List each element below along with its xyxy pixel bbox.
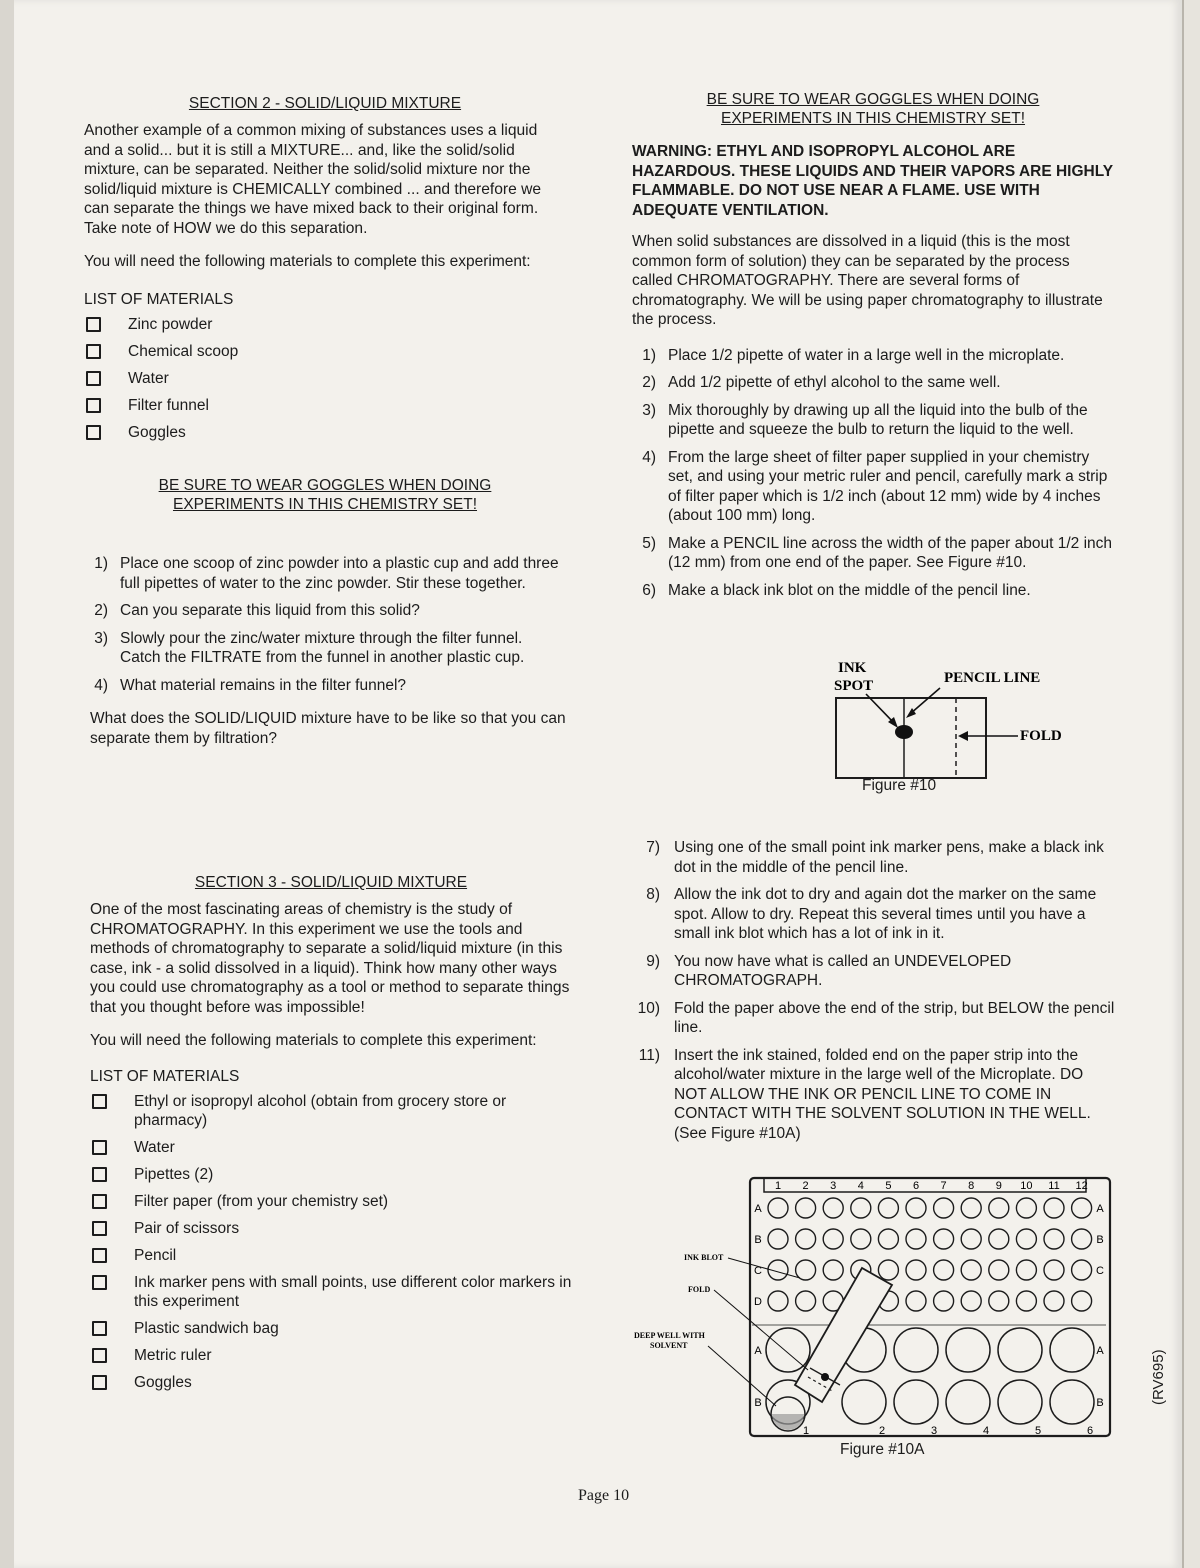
small-well bbox=[1044, 1229, 1064, 1249]
large-well bbox=[766, 1328, 810, 1372]
small-well bbox=[1016, 1198, 1036, 1218]
large-column-number: 4 bbox=[982, 1425, 990, 1437]
small-well bbox=[906, 1229, 926, 1249]
small-well bbox=[1072, 1291, 1092, 1311]
deep-well-label-2: SOLVENT bbox=[650, 1341, 688, 1350]
step-item: 1) Place 1/2 pipette of water in a large well in the microplate. bbox=[642, 346, 1065, 364]
small-well bbox=[796, 1291, 816, 1311]
small-well bbox=[961, 1229, 981, 1249]
checkbox[interactable] bbox=[92, 1140, 107, 1155]
section-2-steps bbox=[84, 554, 566, 695]
material-item[interactable]: Pipettes (2) bbox=[90, 1165, 572, 1184]
large-well bbox=[842, 1380, 886, 1424]
small-well bbox=[796, 1260, 816, 1280]
section-2-need: You will need the following materials to complete this experiment: bbox=[84, 253, 531, 270]
large-well bbox=[946, 1380, 990, 1424]
column-number: 10 bbox=[1020, 1180, 1033, 1192]
step-item: 2) Can you separate this liquid from this solid? bbox=[94, 602, 420, 619]
spot-label: SPOT bbox=[834, 678, 874, 694]
section-3-list-title: LIST OF MATERIALS bbox=[90, 1067, 240, 1085]
large-well bbox=[1050, 1328, 1094, 1372]
small-well bbox=[906, 1198, 926, 1218]
small-well bbox=[1016, 1260, 1036, 1280]
row-letter: A bbox=[754, 1203, 762, 1215]
checkbox[interactable] bbox=[86, 317, 101, 332]
column-label-strip bbox=[764, 1178, 1086, 1192]
checkbox[interactable] bbox=[92, 1248, 107, 1263]
step-item: 2) Add 1/2 pipette of ethyl alcohol to the same well. bbox=[642, 374, 1001, 391]
small-well bbox=[934, 1291, 954, 1311]
material-item[interactable]: Water bbox=[84, 369, 566, 388]
chromatography-intro: When solid substances are dissolved in a liquid (this is the most common form of solution) they can be separated by the process called CHROMATOGRAPHY. There are several forms of chromatography. We will be using paper chromatography to illustrate the process. bbox=[632, 233, 1103, 328]
page-number: Page 10 bbox=[578, 1487, 630, 1504]
chromatography-steps-7-11 bbox=[636, 838, 1116, 1151]
large-column-number: 6 bbox=[1086, 1425, 1094, 1437]
small-well bbox=[934, 1260, 954, 1280]
small-well bbox=[1044, 1198, 1064, 1218]
checkbox[interactable] bbox=[86, 398, 101, 413]
row-letter: C bbox=[754, 1265, 762, 1277]
step-item: 7) Using one of the small point ink marker pens, make a black ink dot in the middle of the pencil line. bbox=[646, 839, 1104, 876]
document-code: (RV695) bbox=[1150, 1349, 1167, 1405]
material-item[interactable]: Goggles bbox=[84, 423, 566, 442]
small-well bbox=[1072, 1260, 1092, 1280]
small-well bbox=[1044, 1291, 1064, 1311]
small-well bbox=[878, 1198, 898, 1218]
section-2-list-title: LIST OF MATERIALS bbox=[84, 290, 234, 308]
deep-well-label-1: DEEP WELL WITH bbox=[634, 1331, 705, 1340]
column-number: 5 bbox=[885, 1180, 892, 1192]
small-well bbox=[823, 1260, 843, 1280]
material-item[interactable]: Plastic sandwich bag bbox=[90, 1319, 572, 1338]
material-item[interactable]: Ink marker pens with small points, use different color markers in this experiment bbox=[90, 1273, 572, 1311]
column-number: 1 bbox=[774, 1180, 782, 1192]
step-item: 5) Make a PENCIL line across the width of the paper about 1/2 inch (12 mm) from one end of the paper. See Figure #10. bbox=[642, 534, 1113, 571]
small-well bbox=[961, 1291, 981, 1311]
row-letter: D bbox=[754, 1296, 762, 1308]
large-column-number: 5 bbox=[1034, 1425, 1042, 1437]
material-item[interactable]: Filter paper (from your chemistry set) bbox=[90, 1192, 572, 1211]
large-well bbox=[894, 1328, 938, 1372]
pencil-line-label: PENCIL LINE bbox=[944, 670, 1041, 686]
large-well bbox=[894, 1380, 938, 1424]
large-column-number: 3 bbox=[930, 1425, 938, 1437]
section-2-materials bbox=[84, 315, 566, 442]
row-letter: B bbox=[1096, 1397, 1104, 1409]
small-wells bbox=[768, 1198, 1092, 1311]
small-well bbox=[878, 1260, 898, 1280]
row-letter: A bbox=[754, 1345, 762, 1357]
column-number: 3 bbox=[830, 1180, 837, 1192]
row-letter: B bbox=[754, 1397, 762, 1409]
section-3-materials bbox=[90, 1092, 572, 1392]
figure-10a-caption: Figure #10A bbox=[840, 1441, 925, 1458]
row-letter: A bbox=[1096, 1203, 1104, 1215]
large-well bbox=[998, 1328, 1042, 1372]
small-well bbox=[1072, 1198, 1092, 1218]
column-number: 11 bbox=[1048, 1180, 1060, 1192]
step-item: 1) Place one scoop of zinc powder into a plastic cup and add three full pipettes of water to the zinc powder. Stir these together. bbox=[94, 555, 559, 592]
step-item: 11) Insert the ink stained, folded end on the paper strip into the alcohol/water mixture in the large well of the Microplate. DO NOT ALLOW THE INK OR PENCIL LINE TO COME IN CONTACT WITH THE SOLVENT SOLUTION IN THE WELL. (See Figure #10A) bbox=[638, 1046, 1091, 1142]
filter-strip bbox=[795, 1268, 892, 1402]
material-item[interactable]: Ethyl or isopropyl alcohol (obtain from grocery store or pharmacy) bbox=[90, 1092, 572, 1130]
small-well bbox=[1044, 1260, 1064, 1280]
checkbox[interactable] bbox=[92, 1167, 107, 1182]
section-2-question: What does the SOLID/LIQUID mixture have to be like so that you can separate them by filtration? bbox=[90, 710, 566, 747]
figure-10-caption: Figure #10 bbox=[862, 777, 937, 794]
material-item[interactable]: Pair of scissors bbox=[90, 1219, 572, 1238]
section-3-title: SECTION 3 - SOLID/LIQUID MIXTURE bbox=[194, 874, 468, 891]
small-well bbox=[989, 1198, 1009, 1218]
pencil-arrow bbox=[910, 688, 940, 714]
alcohol-warning: WARNING: ETHYL AND ISOPROPYL ALCOHOL ARE HAZARDOUS. THESE LIQUIDS AND THEIR VAPORS ARE HIGHLY FLAMMABLE. DO NOT USE NEAR A FLAME. USE WITH ADEQUATE VENTILATION. bbox=[632, 143, 1113, 219]
column-number: 9 bbox=[995, 1180, 1002, 1192]
deep-well-pointer bbox=[708, 1346, 776, 1406]
small-well bbox=[1016, 1291, 1036, 1311]
goggles-notice-right: BE SURE TO WEAR GOGGLES WHEN DOING EXPERIMENTS IN THIS CHEMISTRY SET! bbox=[706, 91, 1040, 127]
section-3-need: You will need the following materials to complete this experiment: bbox=[90, 1032, 537, 1049]
step-item: 6) Make a black ink blot on the middle of the pencil line. bbox=[642, 581, 1031, 599]
column-number: 2 bbox=[802, 1180, 809, 1192]
small-well bbox=[851, 1229, 871, 1249]
checkbox[interactable] bbox=[92, 1348, 107, 1363]
ink-label: INK bbox=[838, 660, 867, 676]
step-item: 4) What material remains in the filter funnel? bbox=[94, 676, 407, 694]
large-well bbox=[1050, 1380, 1094, 1424]
small-well bbox=[796, 1229, 816, 1249]
step-item: 9) You now have what is called an UNDEVELOPED CHROMATOGRAPH. bbox=[646, 952, 1012, 989]
checkbox[interactable] bbox=[86, 425, 101, 440]
material-item[interactable]: Zinc powder bbox=[84, 315, 566, 334]
material-item[interactable]: Water bbox=[90, 1138, 572, 1157]
column-number: 8 bbox=[968, 1180, 975, 1192]
row-letter: B bbox=[754, 1234, 762, 1246]
small-well bbox=[878, 1229, 898, 1249]
column-number: 4 bbox=[857, 1180, 864, 1192]
row-letter: C bbox=[1096, 1265, 1104, 1277]
column-number: 12 bbox=[1075, 1180, 1088, 1192]
fold-label: FOLD bbox=[1020, 728, 1062, 744]
small-well bbox=[934, 1229, 954, 1249]
step-item: 10) Fold the paper above the end of the strip, but BELOW the pencil line. bbox=[637, 999, 1115, 1036]
checkbox[interactable] bbox=[86, 371, 101, 386]
small-well bbox=[768, 1229, 788, 1249]
goggles-notice-left: BE SURE TO WEAR GOGGLES WHEN DOING EXPERIMENTS IN THIS CHEMISTRY SET! bbox=[158, 477, 492, 513]
step-item: 8) Allow the ink dot to dry and again dot the marker on the same spot. Allow to dry. Repeat this several times until you have a small ink blot which has a lot of ink in it. bbox=[646, 886, 1097, 942]
small-well bbox=[796, 1198, 816, 1218]
small-well bbox=[906, 1291, 926, 1311]
step-item: 4) From the large sheet of filter paper supplied in your chemistry set, and using your metric ruler and pencil, carefully mark a strip of filter paper which is 1/2 inch (about 12 mm) wide by 4 inches (about 100 mm) long. bbox=[642, 448, 1108, 524]
small-well bbox=[989, 1260, 1009, 1280]
fold-arrowhead bbox=[958, 731, 968, 741]
column-number: 7 bbox=[940, 1180, 947, 1192]
column-number: 6 bbox=[912, 1180, 920, 1192]
checkbox[interactable] bbox=[92, 1321, 107, 1336]
checkbox[interactable] bbox=[92, 1375, 107, 1390]
fold-label-10a: FOLD bbox=[688, 1285, 711, 1294]
material-item[interactable]: Pencil bbox=[90, 1246, 572, 1265]
material-item[interactable]: Chemical scoop bbox=[84, 342, 566, 361]
large-column-number: 1 bbox=[802, 1425, 810, 1437]
small-well bbox=[961, 1198, 981, 1218]
section-2 bbox=[84, 94, 566, 758]
small-well bbox=[934, 1198, 954, 1218]
checkbox[interactable] bbox=[92, 1221, 107, 1236]
small-well bbox=[989, 1229, 1009, 1249]
section-2-title: SECTION 2 - SOLID/LIQUID MIXTURE bbox=[188, 95, 462, 112]
small-well bbox=[1016, 1229, 1036, 1249]
small-well bbox=[989, 1291, 1009, 1311]
small-well bbox=[906, 1260, 926, 1280]
checkbox[interactable] bbox=[92, 1275, 107, 1290]
checkbox[interactable] bbox=[86, 344, 101, 359]
step-item: 3) Slowly pour the zinc/water mixture through the filter funnel. Catch the FILTRATE from the funnel in another plastic cup. bbox=[94, 629, 525, 666]
small-well bbox=[823, 1198, 843, 1218]
small-well bbox=[768, 1198, 788, 1218]
step-item: 3) Mix thoroughly by drawing up all the liquid into the bulb of the pipette and squeeze the bulb to return the liquid to the well. bbox=[642, 401, 1088, 438]
large-column-number: 2 bbox=[878, 1425, 886, 1437]
section-3 bbox=[90, 873, 572, 1400]
small-well bbox=[823, 1229, 843, 1249]
adjacent-page-edge bbox=[1182, 0, 1200, 1568]
small-well bbox=[768, 1291, 788, 1311]
chromatography-procedure bbox=[632, 90, 1114, 608]
large-well bbox=[998, 1380, 1042, 1424]
section-2-intro: Another example of a common mixing of substances uses a liquid and a solid... but it is still a MIXTURE... and, like the solid/solid mixture, can be separated. Neither the solid/solid mixture nor the solid/liquid mixture is CHEMICALLY combined ... and therefore we can separate the things we have mixed back to their original form. Take note of HOW we do this separation. bbox=[84, 122, 542, 237]
material-item[interactable]: Goggles bbox=[90, 1373, 572, 1392]
small-well bbox=[961, 1260, 981, 1280]
material-item[interactable]: Metric ruler bbox=[90, 1346, 572, 1365]
row-letter: A bbox=[1096, 1345, 1104, 1357]
ink-blot-pointer bbox=[728, 1258, 800, 1278]
small-well bbox=[851, 1198, 871, 1218]
small-well bbox=[1072, 1229, 1092, 1249]
figure-10a-microplate bbox=[630, 1170, 1130, 1460]
checkbox[interactable] bbox=[92, 1094, 107, 1109]
row-letter: B bbox=[1096, 1234, 1104, 1246]
chromatography-steps-1-6 bbox=[632, 346, 1114, 601]
section-3-intro: One of the most fascinating areas of chemistry is the study of CHROMATOGRAPHY. In this experiment we use the tools and methods of chromatography to separate a solid/liquid mixture (in this case, ink - a solid dissolved in a liquid). Think how many other ways you could use chromatography as a tool or method to separate things that you thought before was impossible! bbox=[90, 901, 570, 1016]
ink-spot bbox=[895, 725, 913, 739]
ink-blot-label: INK BLOT bbox=[684, 1253, 724, 1262]
checkbox[interactable] bbox=[92, 1194, 107, 1209]
material-item[interactable]: Filter funnel bbox=[84, 396, 566, 415]
large-well bbox=[946, 1328, 990, 1372]
plate-outline bbox=[750, 1178, 1110, 1436]
